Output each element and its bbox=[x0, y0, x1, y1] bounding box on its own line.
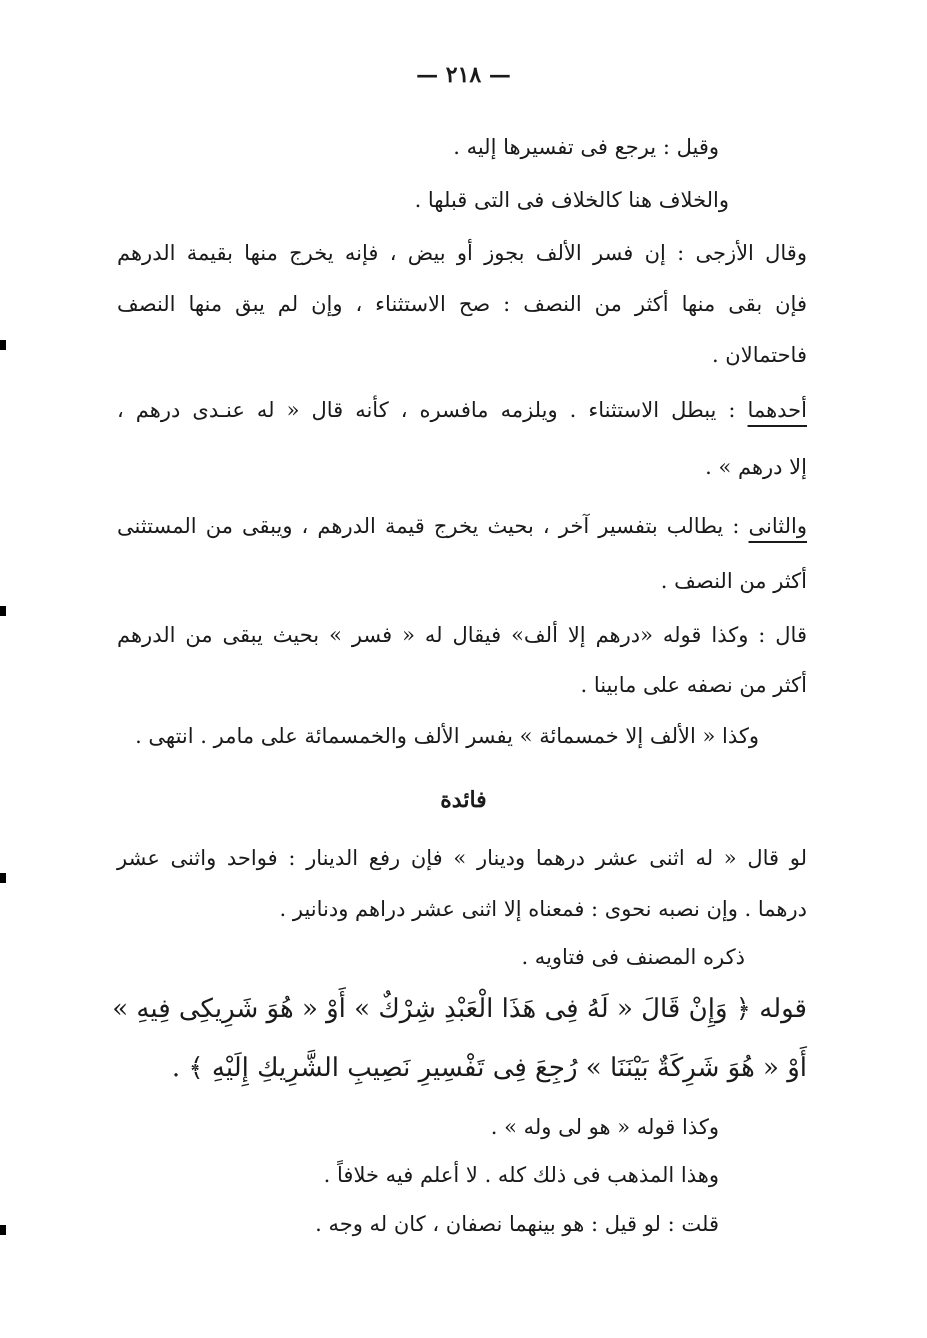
margin-mark bbox=[0, 606, 6, 616]
margin-mark bbox=[0, 340, 6, 350]
text-line: وهذا المذهب فى ذلك كله . لا أعلم فيه خلافاً . bbox=[323, 1163, 719, 1187]
text-line: وكذا « الألف إلا خمسمائة » يفسر الألف والخمسمائة على مامر . انتهى . bbox=[135, 724, 759, 748]
text-line bbox=[117, 514, 807, 539]
text-line: ذكره المصنف فى فتاويه . bbox=[521, 945, 745, 969]
text-line: والخلاف هنا كالخلاف فى التى قبلها . bbox=[414, 188, 729, 212]
text-line: أكثر من النصف . bbox=[660, 569, 807, 593]
text-line: إلا درهم » . bbox=[705, 455, 807, 479]
text-line: قال : وكذا قوله «درهم إلا ألف» فيقال له « فسر » بحيث يبقى من الدرهم bbox=[117, 623, 807, 647]
quoted-text-line: قوله ﴿ وَإِنْ قَالَ « لَهُ فِى هَذَا الْعَبْدِ شِرْكٌ » أَوْ « هُوَ شَرِيكِى فِيهِ » bbox=[112, 994, 807, 1024]
text-line: أكثر من نصفه على مابينا . bbox=[580, 673, 807, 697]
text-line: وقيل : يرجع فى تفسيرها إليه . bbox=[453, 135, 719, 159]
text-line: لو قال « له اثنى عشر درهما ودينار » فإن رفع الدينار : فواحد واثنى عشر bbox=[117, 846, 807, 870]
quoted-text-line: أَوْ « هُوَ شَرِكَةٌ بَيْنَنَا » رُجِعَ فِى تَفْسِيرِ نَصِيبِ الشَّرِيكِ إِلَيْهِ ﴾ . bbox=[171, 1053, 807, 1083]
text-line: قلت : لو قيل : هو بينهما نصفان ، كان له وجه . bbox=[315, 1212, 719, 1236]
margin-mark bbox=[0, 1225, 6, 1235]
text-line: فاحتمالان . bbox=[711, 343, 807, 367]
text-line: درهما . وإن نصبه نحوى : فمعناه إلا اثنى عشر دراهم ودنانير . bbox=[279, 897, 807, 921]
point-label: والثانى bbox=[748, 514, 807, 538]
text-line: فإن بقى منها أكثر من النصف : صح الاستثناء ، وإن لم يبق منها النصف bbox=[117, 292, 807, 316]
text-line bbox=[117, 398, 807, 423]
text-line: وكذا قوله « هو لى وله » . bbox=[490, 1115, 719, 1139]
section-heading: فائدة bbox=[440, 787, 487, 813]
margin-mark bbox=[0, 873, 6, 883]
page-number: — ٢١٨ — bbox=[416, 62, 511, 88]
text-span: : يبطل الاستثناء . ويلزمه مافسره ، كأنه قال « له عنـدى درهم ، bbox=[117, 398, 748, 422]
text-span: : يطالب بتفسير آخر ، بحيث يخرج قيمة الدرهم ، ويبقى من المستثنى bbox=[117, 514, 749, 538]
point-label: أحدهما bbox=[747, 398, 807, 422]
text-line: وقال الأزجى : إن فسر الألف بجوز أو بيض ، فإنه يخرج منها بقيمة الدرهم bbox=[117, 241, 807, 265]
